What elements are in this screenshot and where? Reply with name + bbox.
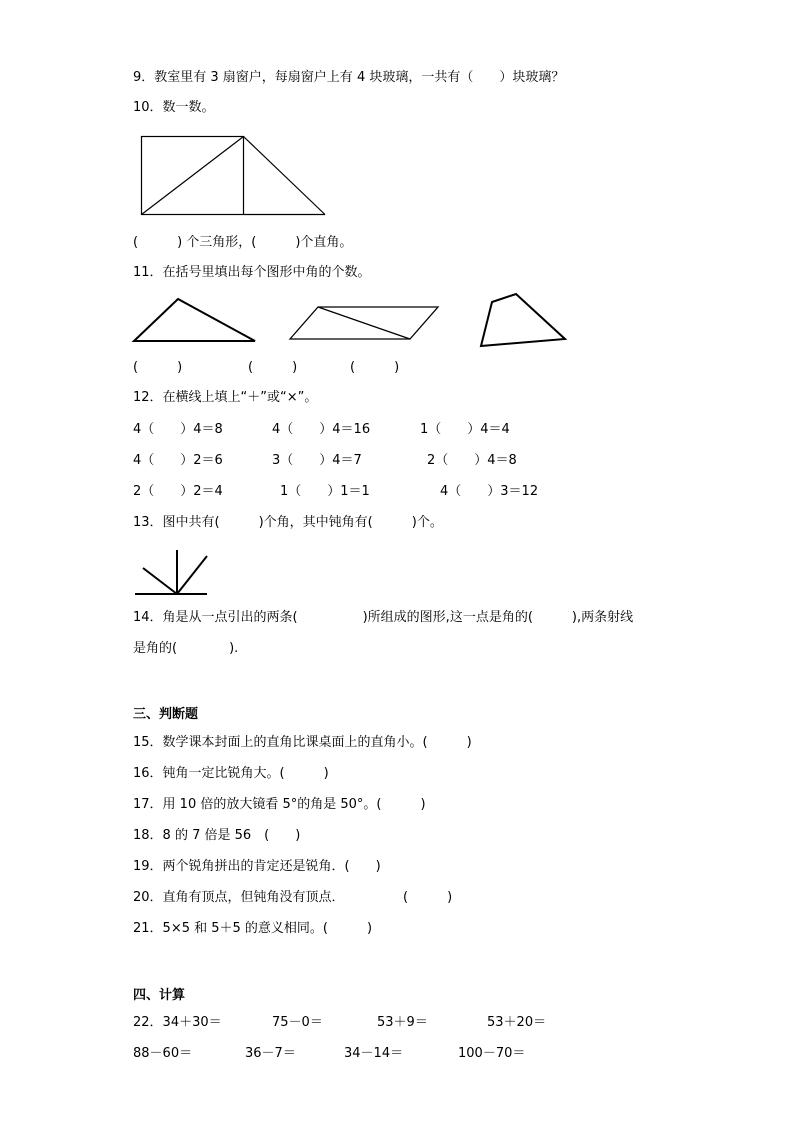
q11-parallelogram-figure — [288, 305, 440, 343]
q12-item: 4（ ）2＝6 — [133, 453, 223, 468]
q10-rectangle-triangle-figure — [141, 136, 327, 216]
q13-rays-figure — [133, 550, 213, 600]
q12-item: 2（ ）4＝8 — [427, 453, 517, 468]
question-10-answer: ( ) 个三角形，( )个直角。 — [133, 235, 353, 250]
q12-item: 4（ ）4＝8 — [133, 422, 223, 437]
q11-blank-3: ( ) — [350, 360, 400, 375]
question-9: 9．教室里有 3 扇窗户，每扇窗户上有 4 块玻璃，一共有（ ）块玻璃？ — [133, 70, 565, 85]
question-10-title: 10．数一数。 — [133, 100, 215, 115]
judge-item: 20．直角有顶点，但钝角没有顶点． ( ) — [133, 890, 453, 905]
q12-item: 3（ ）4＝7 — [272, 453, 362, 468]
q11-blank-2: ( ) — [248, 360, 298, 375]
calc-item: 36－7＝ — [245, 1046, 296, 1061]
judge-item: 21．5×5 和 5＋5 的意义相同。( ) — [133, 921, 373, 936]
q12-item: 2（ ）2＝4 — [133, 484, 223, 499]
judge-item: 19．两个锐角拼出的肯定还是锐角．( ) — [133, 859, 381, 874]
question-14-line-2: 是角的( ). — [133, 641, 239, 656]
q11-blank-1: ( ) — [133, 360, 183, 375]
question-13: 13．图中共有( )个角，其中钝角有( )个。 — [133, 515, 443, 530]
q12-item: 4（ ）4＝16 — [272, 422, 371, 437]
calc-item: 88－60＝ — [133, 1046, 193, 1061]
q12-item: 4（ ）3＝12 — [440, 484, 539, 499]
calc-item: 75－0＝ — [272, 1015, 323, 1030]
q12-item: 1（ ）4＝4 — [420, 422, 510, 437]
q12-item: 1（ ）1＝1 — [280, 484, 370, 499]
calc-item: 53＋9＝ — [377, 1015, 428, 1030]
q11-triangle-figure — [133, 298, 258, 344]
judge-item: 15．数学课本封面上的直角比课桌面上的直角小。( ) — [133, 735, 472, 750]
calc-item: 22．34＋30＝ — [133, 1015, 222, 1030]
calc-item: 34－14＝ — [344, 1046, 404, 1061]
question-11-title: 11．在括号里填出每个图形中角的个数。 — [133, 265, 371, 280]
judge-item: 17．用 10 倍的放大镜看 5°的角是 50°。( ) — [133, 797, 426, 812]
calc-item: 53＋20＝ — [487, 1015, 547, 1030]
section-3-heading: 三、判断题 — [133, 707, 199, 722]
question-14-line-1: 14．角是从一点引出的两条( )所组成的图形,这一点是角的( ),两条射线 — [133, 610, 634, 625]
q11-quadrilateral-figure — [479, 292, 569, 350]
calc-item: 100－70＝ — [458, 1046, 526, 1061]
judge-item: 18．8 的 7 倍是 56 ( ) — [133, 828, 301, 843]
section-4-heading: 四、计算 — [133, 988, 186, 1003]
question-12-title: 12．在横线上填上“＋”或“×”。 — [133, 390, 318, 405]
judge-item: 16．钝角一定比锐角大。( ) — [133, 766, 329, 781]
